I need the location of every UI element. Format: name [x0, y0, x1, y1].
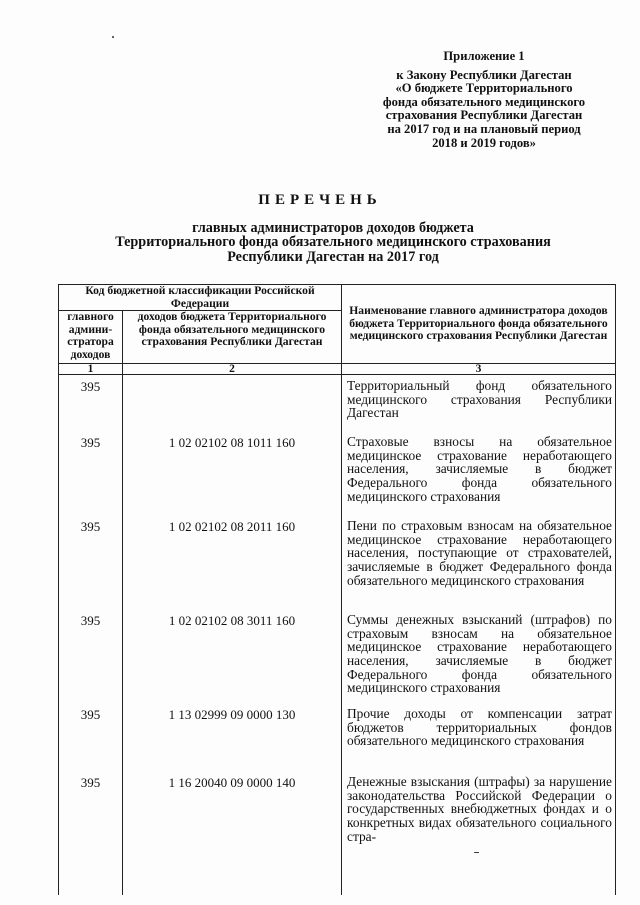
table-row [59, 771, 616, 895]
name-cell: Страховые взносы на обязательное медицинское страхование неработающего населения, зачисляемые в бюджет Федерального фонда обязательного медицинского страхования [342, 431, 616, 515]
scan-dot [112, 36, 114, 38]
document-subtitle [88, 221, 578, 264]
appendix-line: страхования Республики Дагестан [385, 108, 583, 123]
header-name-column: Наименование главного администратора доходов бюджета Территориального фонда обязательного медицинского страхования Республики Дагестан [342, 285, 616, 364]
table-row [59, 431, 616, 515]
subtitle-line: главных администраторов доходов бюджета [192, 220, 474, 236]
name-cell: Денежные взыскания (штрафы) за нарушение законодательства Российской Федерации о государственных внебюджетных фондах и о конкретных видах обязательного социального стра- [342, 771, 616, 895]
kbk-code-cell: 1 02 02102 08 1011 160 [123, 431, 342, 515]
table-row [59, 703, 616, 771]
appendix-line: фонда обязательного медицинского [382, 94, 586, 109]
kbk-code-cell: 1 16 20040 09 0000 140 [123, 771, 342, 895]
document-title: ПЕРЕЧЕНЬ [258, 192, 382, 208]
header-admin-column: главного админи-стратора доходов [59, 311, 123, 364]
admin-code-cell: 395 [59, 431, 123, 515]
name-cell: Территориальный фонд обязательного медицинского страхования Республики Дагестан [342, 375, 616, 432]
appendix-title: Приложение 1 [443, 49, 525, 63]
kbk-code-cell: 1 13 02999 09 0000 130 [123, 703, 342, 771]
admin-code-cell: 395 [59, 703, 123, 771]
admin-code-cell: 395 [59, 609, 123, 703]
column-number: 2 [123, 364, 342, 375]
appendix-line: 2018 и 2019 годов» [432, 135, 536, 150]
table-row [59, 375, 616, 432]
admin-code-cell: 395 [59, 375, 123, 432]
appendix-header [372, 50, 596, 150]
administrators-table-wrapper [58, 284, 616, 905]
subtitle-line: Республики Дагестан на 2017 год [227, 248, 439, 265]
header-income-column: доходов бюджета Территориального фонда обязательного медицинского страхования Республики Дагестан [123, 311, 342, 364]
name-cell: Пени по страховым взносам на обязательное медицинское страхование неработающего населения, поступающие от страхователей, зачисляемые в бюджет Федерального фонда обязательного медицинского страхования [342, 515, 616, 609]
administrators-table [58, 284, 616, 895]
name-cell: Прочие доходы от компенсации затрат бюджетов территориальных фондов обязательного медицинского страхования [342, 703, 616, 771]
column-number: 1 [59, 364, 123, 375]
table-row [59, 609, 616, 703]
table-row [59, 515, 616, 609]
admin-code-cell: 395 [59, 771, 123, 895]
subtitle-line: Территориального фонда обязательного медицинского страхования [115, 234, 551, 251]
appendix-line: к Закону Республики Дагестан [396, 67, 572, 82]
kbk-code-cell: 1 02 02102 08 2011 160 [123, 515, 342, 609]
kbk-code-cell [123, 375, 342, 432]
appendix-line: на 2017 год и на плановый период [387, 121, 581, 136]
column-number: 3 [342, 364, 616, 375]
header-kbk-group: Код бюджетной классификации Российской Федерации [59, 285, 342, 311]
name-cell: Суммы денежных взысканий (штрафов) по страховым взносам на обязательное медицинское страхование неработающего населения, зачисляемые в бюджет Федерального фонда обязательного медицинского страхования [342, 609, 616, 703]
appendix-line: «О бюджете Территориального [395, 81, 573, 96]
admin-code-cell: 395 [59, 515, 123, 609]
kbk-code-cell: 1 02 02102 08 3011 160 [123, 609, 342, 703]
